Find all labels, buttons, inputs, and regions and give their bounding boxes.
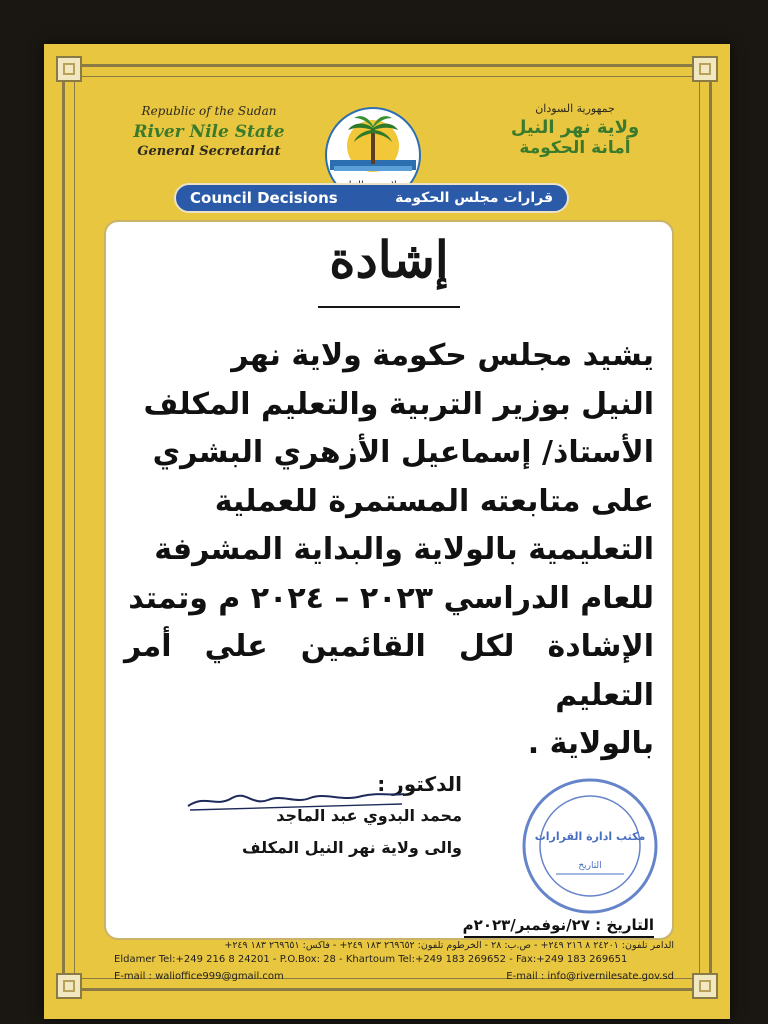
footer [114,940,674,982]
document-date: التاريخ : ٢٧/نوفمبر/٢٠٢٣م [462,916,654,934]
body-line: الأستاذ/ إسماعيل الأزهري البشري [152,435,654,470]
date-underline [464,936,654,938]
document-title: إشادة [329,230,449,289]
council-decisions-banner [174,183,569,213]
corner-ornament-icon [56,56,82,82]
header-en-state: River Nile State [133,122,285,142]
banner-english: Council Decisions [190,189,338,207]
signatory-name: محمد البدوي عبد الماجد [276,806,462,825]
signatory-label: الدكتور : [377,772,462,796]
title-underline [318,306,460,308]
banner-arabic: قرارات مجلس الحكومة [395,190,553,206]
signatory-block [242,768,462,864]
document-sheet [44,44,730,1019]
footer-email-info[interactable]: E-mail : info@rivernilesate.gov.sd [506,971,674,982]
body-line: يشيد مجلس حكومة ولاية نهر [231,338,654,373]
header-ar-state: ولاية نهر النيل [510,117,640,138]
body-line: التعليمية بالولاية والبداية المشرفة [154,532,654,567]
body-line: النيل بوزير التربية والتعليم المكلف [143,386,654,422]
footer-email-wali[interactable]: E-mail : walioffice999@gmail.com [114,971,284,982]
header-en-secretariat: General Secretariat [137,144,281,159]
body-line: على متابعته المستمرة للعملية [214,483,654,519]
stamp-date-label: التاريخ [578,861,602,871]
document-body [124,332,654,769]
header-ar-country: جمهورية السودان [535,102,615,115]
corner-ornament-icon [692,973,718,999]
header-arabic [490,102,660,158]
body-line: للعام الدراسي ٢٠٢٣ – ٢٠٢٤ م وتمتد [128,580,654,616]
official-stamp-icon [520,776,660,916]
header-english [124,104,294,159]
content-panel [104,220,674,940]
header-ar-secretariat: أمانة الحكومة [519,138,631,158]
stamp-text: مكتب ادارة القرارات [534,830,646,843]
corner-ornament-icon [56,973,82,999]
header-en-country: Republic of the Sudan [141,104,277,118]
handwritten-signature-icon [186,784,406,814]
footer-arabic-contacts: الدامر تلفون: ٢٤٢٠١ ٨ ٢١٦ ٢٤٩+ - ص.ب: ٢٨ - الخرطوم تلفون: ٢٦٩٦٥٢ ١٨٣ ٢٤٩+ - فاكس: ٢٦٩٦٥١ ١٨٣ ٢٤٩+ [224,940,674,951]
body-line: الإشادة لكل القائمين علي أمر التعليم [124,629,654,713]
signatory-title: والى ولاية نهر النيل المكلف [242,838,462,857]
body-line: بالولاية . [527,726,654,761]
footer-english-contacts: Eldamer Tel:+249 216 8 24201 - P.O.Box: 28 - Khartoum Tel:+249 183 269652 - Fax:+249 183 269651 [114,954,628,965]
corner-ornament-icon [692,56,718,82]
